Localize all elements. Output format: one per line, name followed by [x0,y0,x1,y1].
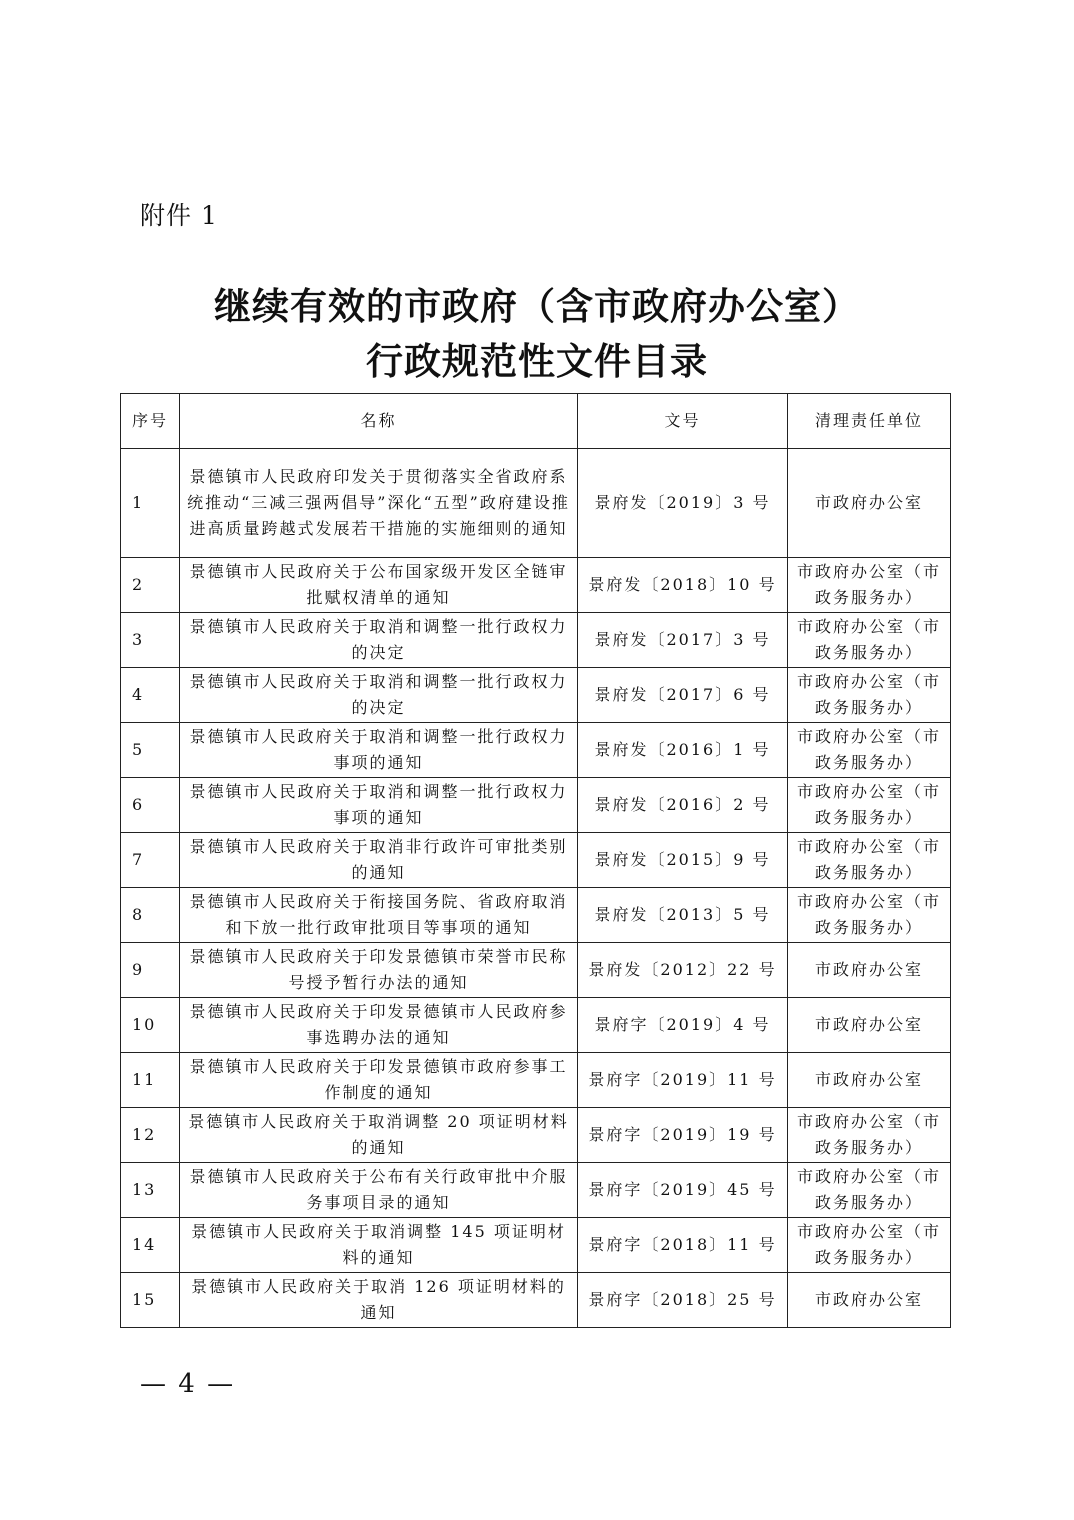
row-responsible-unit: 市政府办公室（市政务服务办） [788,723,951,778]
row-seq: 5 [121,723,180,778]
document-title-line1: 继续有效的市政府（含市政府办公室） [214,285,860,328]
row-doc-number: 景府发〔2016〕2 号 [578,778,788,833]
row-name: 景德镇市人民政府关于取消调整 20 项证明材料的通知 [180,1108,578,1163]
row-doc-number: 景府字〔2019〕4 号 [578,998,788,1053]
page-number: — 4 — [140,1369,236,1399]
row-seq: 9 [121,943,180,998]
row-doc-number: 景府发〔2015〕9 号 [578,833,788,888]
row-responsible-unit: 市政府办公室 [788,449,951,558]
table-row [121,1108,951,1163]
row-doc-number: 景府发〔2017〕3 号 [578,613,788,668]
row-doc-number: 景府发〔2019〕3 号 [578,449,788,558]
row-seq: 6 [121,778,180,833]
attachment-label: 附件 1 [140,201,218,230]
row-seq: 2 [121,558,180,613]
header-name: 名称 [180,394,578,449]
header-doc-number: 文号 [578,394,788,449]
row-name: 景德镇市人民政府关于取消和调整一批行政权力的决定 [180,613,578,668]
table-header-row [121,394,951,449]
row-seq: 8 [121,888,180,943]
table-row [121,1218,951,1273]
row-responsible-unit: 市政府办公室 [788,943,951,998]
row-name: 景德镇市人民政府关于印发景德镇市荣誉市民称号授予暂行办法的通知 [180,943,578,998]
row-doc-number: 景府发〔2016〕1 号 [578,723,788,778]
row-doc-number: 景府字〔2019〕11 号 [578,1053,788,1108]
document-title-line2: 行政规范性文件目录 [366,340,708,383]
row-name: 景德镇市人民政府关于公布有关行政审批中介服务事项目录的通知 [180,1163,578,1218]
row-name: 景德镇市人民政府关于衔接国务院、省政府取消和下放一批行政审批项目等事项的通知 [180,888,578,943]
table-row [121,1053,951,1108]
row-doc-number: 景府发〔2013〕5 号 [578,888,788,943]
row-seq: 4 [121,668,180,723]
row-name: 景德镇市人民政府关于印发景德镇市人民政府参事选聘办法的通知 [180,998,578,1053]
table-row [121,723,951,778]
row-doc-number: 景府发〔2017〕6 号 [578,668,788,723]
row-name: 景德镇市人民政府关于取消和调整一批行政权力的决定 [180,668,578,723]
row-responsible-unit: 市政府办公室（市政务服务办） [788,613,951,668]
row-responsible-unit: 市政府办公室（市政务服务办） [788,668,951,723]
header-seq: 序号 [121,394,180,449]
header-responsible-unit: 清理责任单位 [788,394,951,449]
row-seq: 13 [121,1163,180,1218]
table-row [121,943,951,998]
row-responsible-unit: 市政府办公室（市政务服务办） [788,888,951,943]
row-seq: 1 [121,449,180,558]
table-row [121,668,951,723]
row-responsible-unit: 市政府办公室（市政务服务办） [788,833,951,888]
row-responsible-unit: 市政府办公室（市政务服务办） [788,1218,951,1273]
row-name: 景德镇市人民政府关于印发景德镇市政府参事工作制度的通知 [180,1053,578,1108]
row-responsible-unit: 市政府办公室（市政务服务办） [788,778,951,833]
row-name: 景德镇市人民政府关于取消 126 项证明材料的通知 [180,1273,578,1328]
row-doc-number: 景府发〔2012〕22 号 [578,943,788,998]
table-row [121,613,951,668]
row-seq: 10 [121,998,180,1053]
row-responsible-unit: 市政府办公室（市政务服务办） [788,1163,951,1218]
row-responsible-unit: 市政府办公室 [788,1053,951,1108]
row-name: 景德镇市人民政府关于取消非行政许可审批类别的通知 [180,833,578,888]
row-responsible-unit: 市政府办公室 [788,1273,951,1328]
document-table [120,393,951,1328]
row-responsible-unit: 市政府办公室（市政务服务办） [788,1108,951,1163]
row-responsible-unit: 市政府办公室 [788,998,951,1053]
row-name: 景德镇市人民政府关于取消和调整一批行政权力事项的通知 [180,723,578,778]
row-name: 景德镇市人民政府关于取消和调整一批行政权力事项的通知 [180,778,578,833]
table-row [121,833,951,888]
row-responsible-unit: 市政府办公室（市政务服务办） [788,558,951,613]
row-doc-number: 景府字〔2019〕45 号 [578,1163,788,1218]
row-seq: 7 [121,833,180,888]
row-seq: 12 [121,1108,180,1163]
row-seq: 3 [121,613,180,668]
row-name: 景德镇市人民政府关于公布国家级开发区全链审批赋权清单的通知 [180,558,578,613]
row-doc-number: 景府发〔2018〕10 号 [578,558,788,613]
row-name: 景德镇市人民政府印发关于贯彻落实全省政府系统推动“三减三强两倡导”深化“五型”政府建设推进高质量跨越式发展若干措施的实施细则的通知 [180,449,578,558]
row-seq: 14 [121,1218,180,1273]
row-doc-number: 景府字〔2018〕25 号 [578,1273,788,1328]
table-row [121,778,951,833]
row-name: 景德镇市人民政府关于取消调整 145 项证明材料的通知 [180,1218,578,1273]
table-row [121,888,951,943]
table-row [121,558,951,613]
table-row [121,998,951,1053]
row-doc-number: 景府字〔2019〕19 号 [578,1108,788,1163]
table-row [121,1273,951,1328]
row-doc-number: 景府字〔2018〕11 号 [578,1218,788,1273]
table-row [121,1163,951,1218]
row-seq: 15 [121,1273,180,1328]
table-body [121,449,951,1328]
row-seq: 11 [121,1053,180,1108]
table-row [121,449,951,558]
